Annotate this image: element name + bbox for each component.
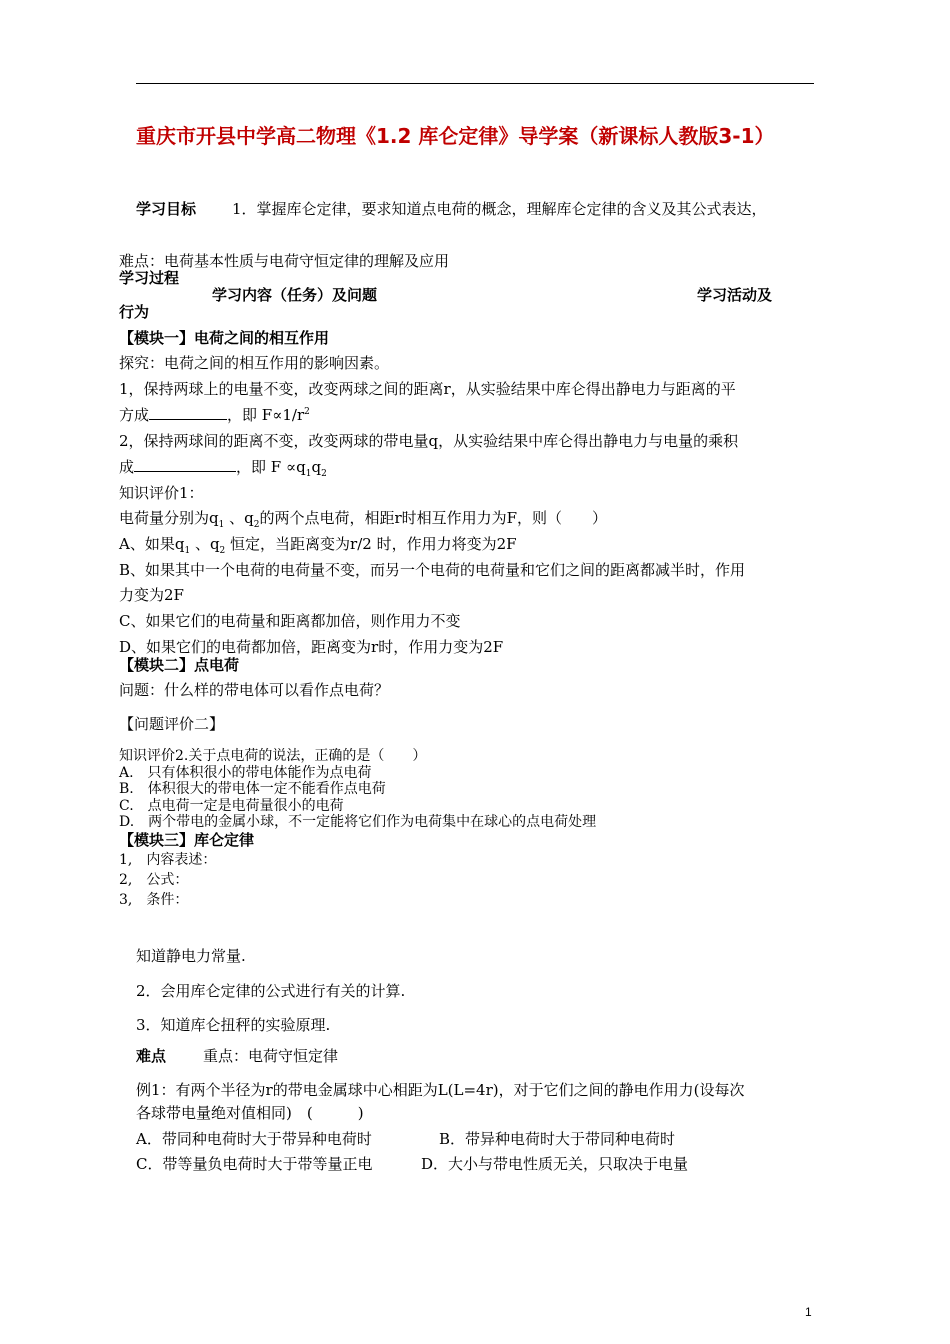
example-1-option-b: B．带异种电荷时大于带同种电荷时 <box>439 1130 676 1148</box>
key-point: 重点：电荷守恒定律 <box>203 1047 339 1065</box>
q1-blank <box>149 405 227 420</box>
q2-text-a: 成 <box>119 458 135 476</box>
explore-text: 探究：电荷之间的相互作用的影响因素。 <box>119 354 390 372</box>
module3-item-3: 3, 条件： <box>119 892 189 908</box>
q2-text-b: ，即 F ∝q <box>236 458 306 476</box>
module3-title: 【模块三】库仑定律 <box>119 831 255 849</box>
table-header-content: 学习内容（任务）及问题 <box>212 286 378 304</box>
eval1-label: 知识评价1： <box>119 484 204 502</box>
eval1-a-sub2: 2 <box>219 546 226 556</box>
eval1-option-a <box>119 535 517 556</box>
eval1-option-b-line2: 力变为2F <box>119 586 184 604</box>
objective-3: 3．知道库仑扭秤的实验原理. <box>136 1016 331 1034</box>
difficulty-line: 难点：电荷基本性质与电荷守恒定律的理解及应用 <box>119 252 450 270</box>
process-label: 学习过程 <box>119 269 180 287</box>
eval2-title: 【问题评价二】 <box>119 715 225 733</box>
question-1-line2 <box>119 405 310 424</box>
eval1-option-b-line1: B、如果其中一个电荷的电荷量不变，而另一个电荷的电荷量和它们之间的距离都减半时，作用 <box>119 561 746 579</box>
hard-label: 难点 <box>136 1047 167 1065</box>
eval1-sub2: 2 <box>253 520 260 530</box>
point-charge-question: 问题：什么样的带电体可以看作点电荷？ <box>119 681 390 699</box>
page-number: 1 <box>805 1305 812 1319</box>
eval1-sub1: 1 <box>218 520 225 530</box>
eval1-stem-a: 电荷量分别为q <box>119 509 219 527</box>
objective-2: 2．会用库仑定律的公式进行有关的计算. <box>136 982 406 1000</box>
q2-sub2: 2 <box>321 469 327 479</box>
q1-text-a: 方成 <box>119 406 150 424</box>
eval1-stem <box>119 509 608 530</box>
example-1-option-a: A．带同种电荷时大于带异种电荷时 <box>136 1130 372 1148</box>
eval2-stem: 知识评价2.关于点电荷的说法，正确的是（ ） <box>119 748 427 764</box>
page-title: 重庆市开县中学高二物理《1.2 库仑定律》导学案（新课标人教版3-1） <box>136 124 775 148</box>
objectives-label: 学习目标 <box>136 200 197 218</box>
eval1-option-d: D、如果它们的电荷都加倍，距离变为r时，作用力变为2F <box>119 638 504 656</box>
table-header-behavior: 行为 <box>119 303 150 321</box>
eval1-stem-b: 、q <box>224 509 254 527</box>
header-rule <box>136 83 814 84</box>
question-2-line2 <box>119 457 327 479</box>
q2-blank <box>134 457 236 472</box>
q1-sup: 2 <box>304 407 310 417</box>
eval2-option-a: A. 只有体积很小的带电体能作为点电荷 <box>119 765 372 781</box>
module1-title: 【模块一】电荷之间的相互作用 <box>119 329 330 347</box>
eval2-option-d: D. 两个带电的金属小球，不一定能将它们作为电荷集中在球心的点电荷处理 <box>119 814 597 830</box>
eval1-option-c: C、如果它们的电荷量和距离都加倍，则作用力不变 <box>119 612 461 630</box>
eval1-a-text-c: 恒定，当距离变为r/2 时，作用力将变为2F <box>225 535 517 553</box>
table-header-activity: 学习活动及 <box>697 286 773 304</box>
eval2-option-b: B. 体积很大的带电体一定不能看作点电荷 <box>119 781 386 797</box>
q1-text-b: ，即 F∝1/r <box>227 406 305 424</box>
example-1-option-d: D．大小与带电性质无关，只取决于电量 <box>421 1155 689 1173</box>
eval1-a-text-a: A、如果q <box>119 535 185 553</box>
example-1-line1: 例1：有两个半径为r的带电金属球中心相距为L(L=4r)，对于它们之间的静电作用力(设每次 <box>136 1081 745 1099</box>
question-2-line1: 2，保持两球间的距离不变，改变两球的带电量q，从实验结果中库仑得出静电力与电量的乘积 <box>119 432 739 450</box>
eval1-a-sub1: 1 <box>184 546 191 556</box>
module3-item-1: 1, 内容表述： <box>119 852 217 868</box>
example-1-line2: 各球带电量绝对值相同) ( ) <box>136 1104 364 1122</box>
eval1-stem-c: 的两个点电荷，相距r时相互作用力为F，则（ ） <box>259 509 608 527</box>
q2-mid: q <box>311 458 322 476</box>
know-constant: 知道静电力常量. <box>136 947 246 965</box>
eval1-a-text-b: 、q <box>190 535 220 553</box>
eval2-option-c: C. 点电荷一定是电荷量很小的电荷 <box>119 798 344 814</box>
module2-title: 【模块二】点电荷 <box>119 656 240 674</box>
example-1-option-c: C．带等量负电荷时大于带等量正电 <box>136 1155 373 1173</box>
q2-sub1: 1 <box>305 469 312 479</box>
objective-1: 1．掌握库仑定律，要求知道点电荷的概念，理解库仑定律的含义及其公式表达， <box>232 200 767 218</box>
question-1-line1: 1，保持两球上的电量不变，改变两球之间的距离r，从实验结果中库仑得出静电力与距离的平 <box>119 380 736 398</box>
module3-item-2: 2, 公式： <box>119 872 189 888</box>
